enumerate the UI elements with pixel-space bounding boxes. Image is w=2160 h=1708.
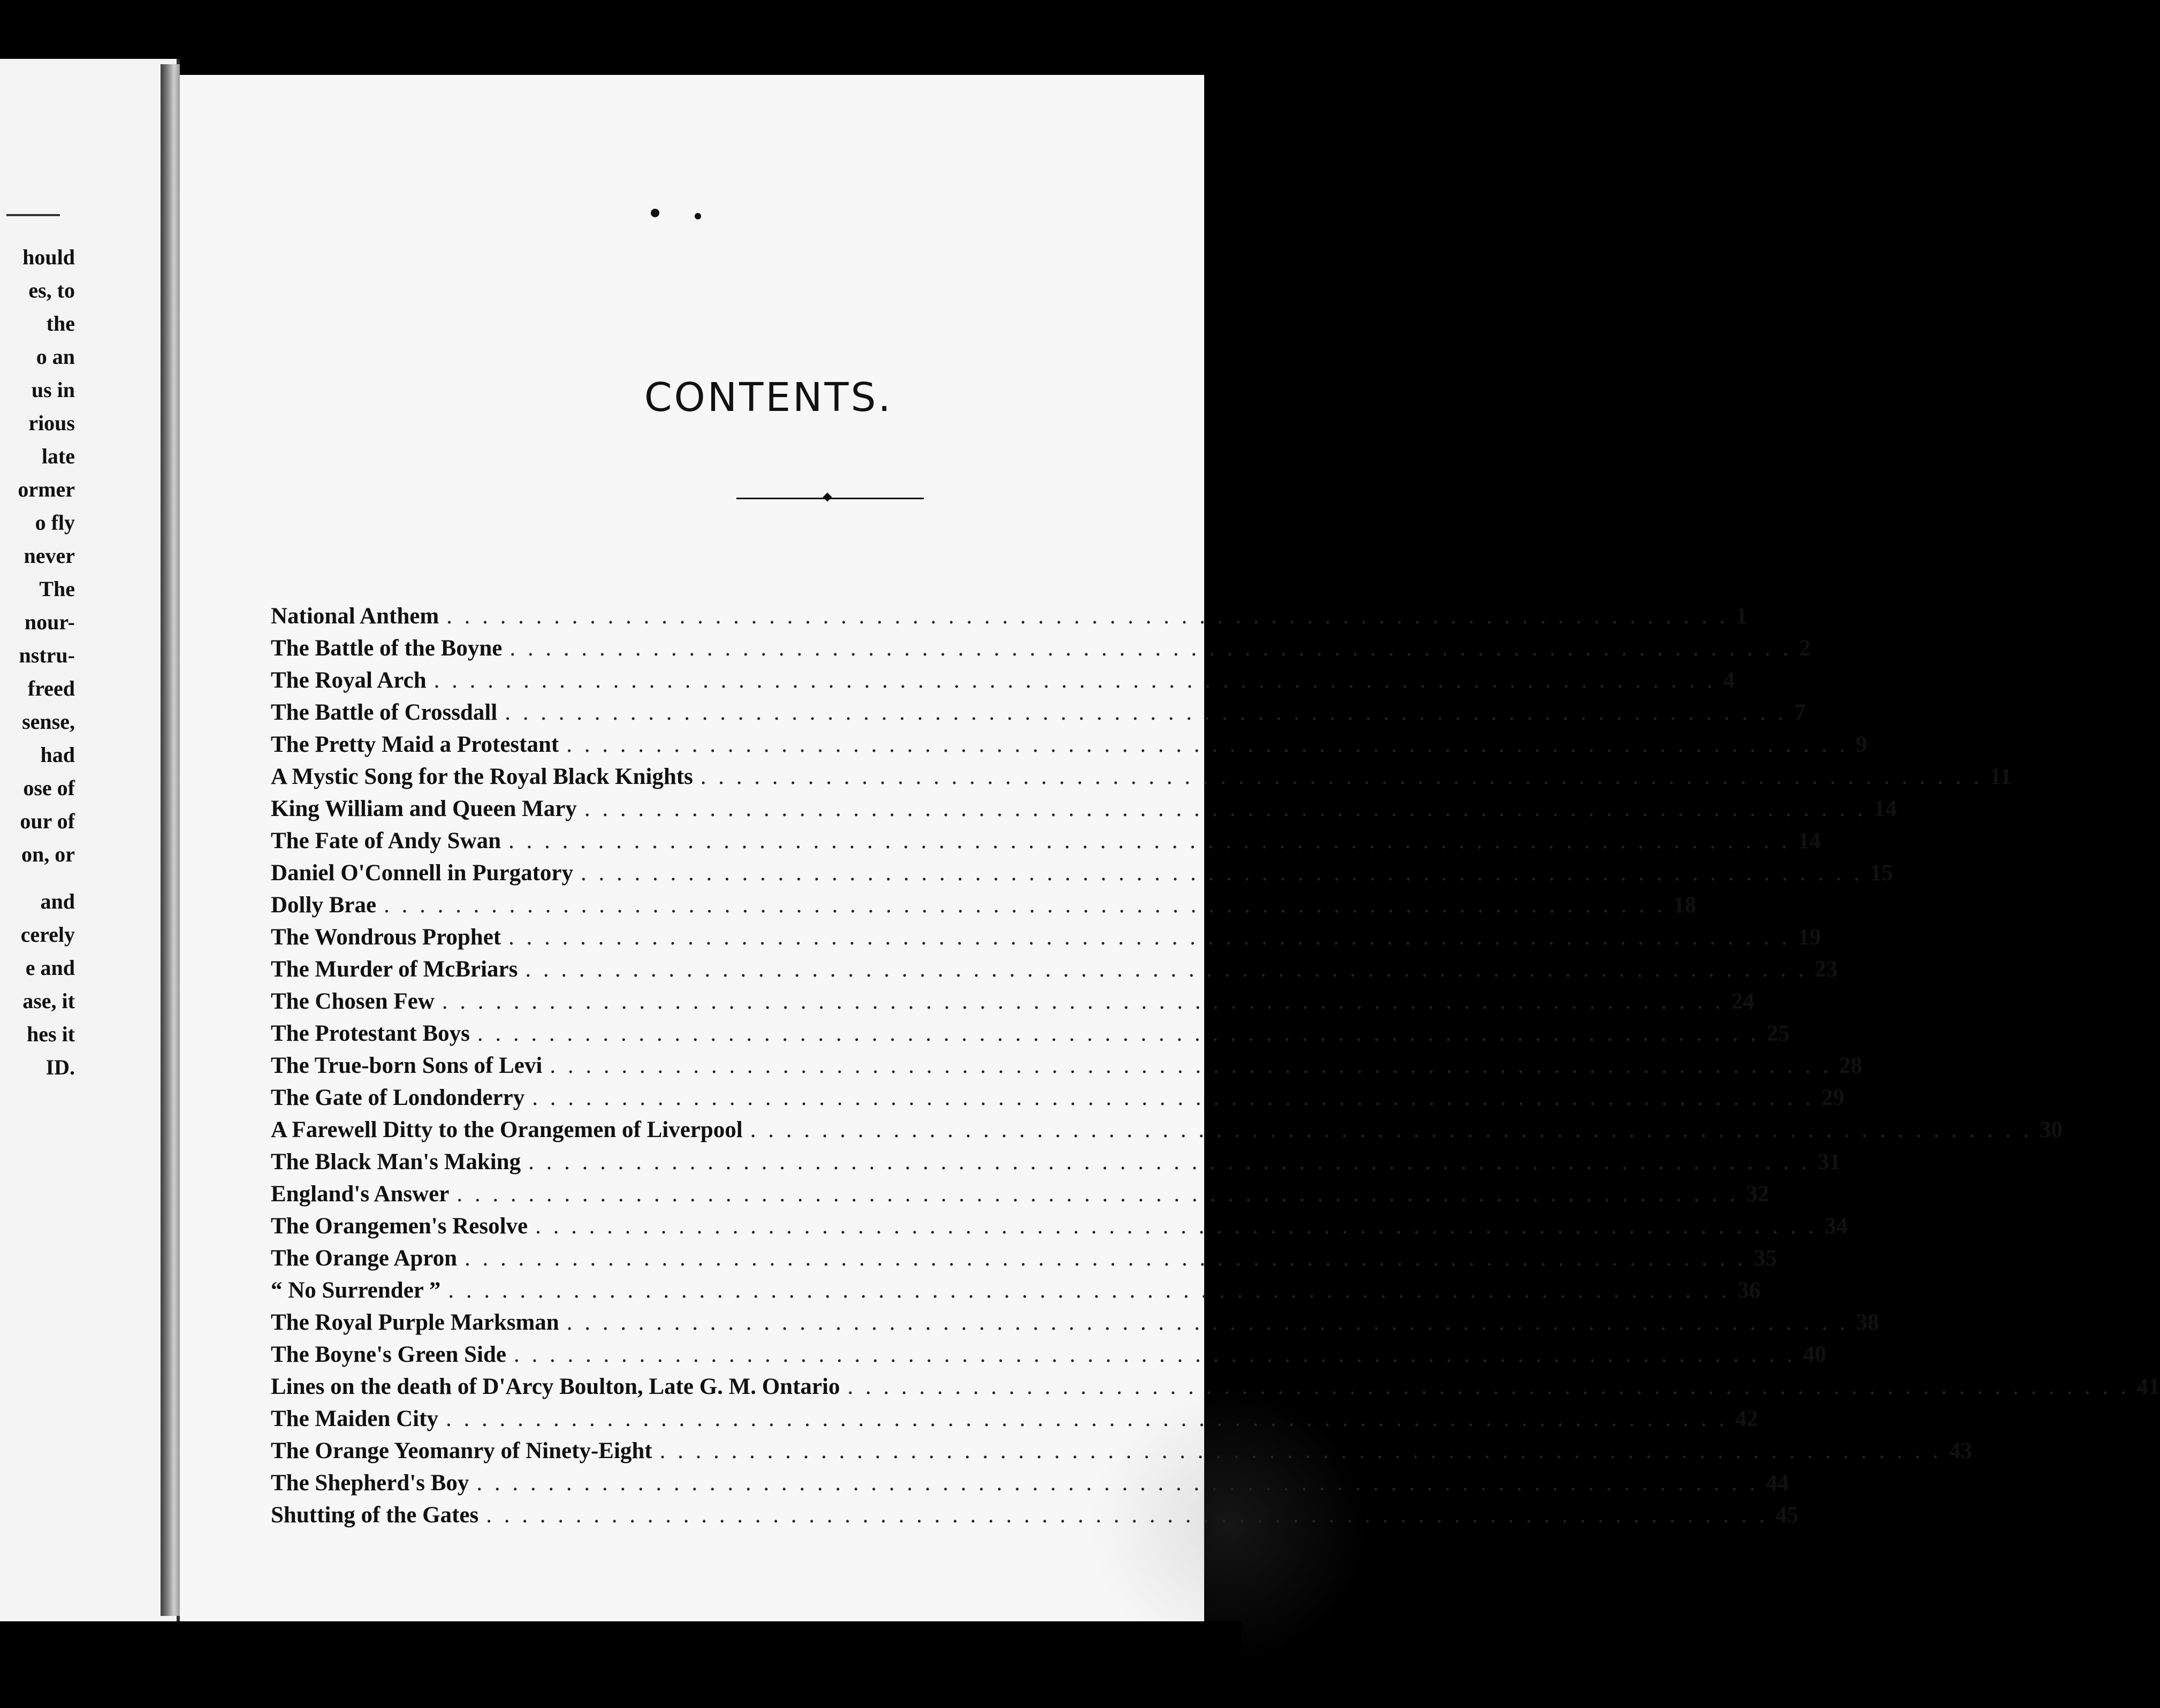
contents-entry xyxy=(271,1178,1769,1210)
contents-entry xyxy=(271,1499,1799,1531)
entry-title: The Royal Purple Marksman xyxy=(271,1310,559,1335)
entry-page-number: 31 xyxy=(1817,1149,1841,1175)
entry-page-number: 18 xyxy=(1673,893,1697,918)
contents-entry xyxy=(271,1114,2063,1146)
dot-leader xyxy=(449,1178,1746,1210)
entry-page-number: 9 xyxy=(1855,732,1867,757)
entry-title: The Murder of McBriars xyxy=(271,957,518,982)
entry-page-number: 29 xyxy=(1821,1085,1845,1110)
entry-title: A Mystic Song for the Royal Black Knights xyxy=(271,764,693,789)
facing-page-text xyxy=(0,241,75,1098)
dot-leader xyxy=(577,793,1874,825)
facing-page-line: late xyxy=(41,444,75,468)
entry-page-number: 44 xyxy=(1766,1470,1789,1496)
contents-entry xyxy=(271,632,1811,665)
dot-leader xyxy=(743,1114,2040,1146)
dot-leader xyxy=(840,1371,2136,1403)
entry-page-number: 43 xyxy=(1949,1438,1972,1463)
contents-entry xyxy=(271,1403,1759,1435)
dot-leader xyxy=(435,986,1731,1018)
facing-page-rule xyxy=(6,214,60,216)
entry-page-number: 11 xyxy=(1990,764,2012,789)
entry-page-number: 14 xyxy=(1874,796,1897,821)
entry-page-number: 14 xyxy=(1798,828,1821,853)
contents-entry xyxy=(271,889,1697,921)
contents-entry xyxy=(271,1467,1789,1499)
entry-page-number: 7 xyxy=(1794,700,1806,725)
contents-entry xyxy=(271,857,1893,889)
dot-leader xyxy=(427,665,1723,697)
contents-entry xyxy=(271,1275,1761,1307)
contents-entry xyxy=(271,1050,1862,1082)
dot-leader xyxy=(376,889,1673,921)
entry-page-number: 45 xyxy=(1775,1503,1799,1528)
facing-page-line: sense, xyxy=(22,710,75,734)
dot-leader xyxy=(506,1339,1803,1371)
contents-entry xyxy=(271,921,1821,954)
entry-title: The Boyne's Green Side xyxy=(271,1342,506,1367)
facing-page-line: The xyxy=(39,577,75,601)
contents-entry xyxy=(271,1146,1841,1178)
entry-page-number: 15 xyxy=(1870,860,1893,886)
dot-leader xyxy=(693,761,1990,793)
facing-page-line: the xyxy=(46,311,75,336)
dot-leader xyxy=(438,1403,1735,1435)
dot-leader xyxy=(440,1275,1737,1307)
facing-page-line: hould xyxy=(22,245,75,269)
contents-entry xyxy=(271,600,1747,632)
entry-page-number: 19 xyxy=(1798,925,1821,950)
facing-page-line: freed xyxy=(27,676,75,700)
entry-page-number: 25 xyxy=(1767,1021,1790,1046)
title-rule xyxy=(736,498,924,499)
entry-title: The Shepherd's Boy xyxy=(271,1470,469,1496)
entry-title: The Maiden City xyxy=(271,1406,438,1431)
contents-entry xyxy=(271,1082,1845,1114)
dot-leader xyxy=(457,1242,1754,1275)
contents-entry xyxy=(271,986,1755,1018)
entry-title: A Farewell Ditty to the Orangemen of Liverpool xyxy=(271,1117,743,1142)
entry-title: King William and Queen Mary xyxy=(271,796,577,821)
entry-title: The Wondrous Prophet xyxy=(271,925,501,950)
contents-entry xyxy=(271,1435,1972,1467)
facing-page-line: es, to xyxy=(28,278,75,302)
entry-title: The Battle of the Boyne xyxy=(271,636,503,661)
entry-page-number: 30 xyxy=(2039,1117,2063,1142)
facing-page-line: ID. xyxy=(45,1055,75,1079)
entry-page-number: 4 xyxy=(1723,668,1735,693)
dot-leader xyxy=(542,1050,1839,1082)
entry-title: Dolly Brae xyxy=(271,893,377,918)
dot-leader xyxy=(559,1307,1856,1339)
dot-leader xyxy=(518,954,1814,986)
facing-page-line: never xyxy=(24,544,75,568)
facing-page-line: ose of xyxy=(23,776,75,800)
entry-page-number: 32 xyxy=(1746,1181,1769,1207)
entry-page-number: 24 xyxy=(1731,989,1755,1014)
dot-leader xyxy=(573,857,1870,889)
entry-page-number: 2 xyxy=(1799,636,1811,661)
facing-page-line: ormer xyxy=(18,477,75,501)
facing-page-line: had xyxy=(40,743,75,767)
entry-title: The Black Man's Making xyxy=(271,1149,521,1175)
entry-title: Shutting of the Gates xyxy=(271,1503,479,1528)
entry-title: Daniel O'Connell in Purgatory xyxy=(271,860,573,886)
facing-page-line: hes it xyxy=(27,1022,75,1046)
contents-entry xyxy=(271,1210,1848,1242)
entry-page-number: 23 xyxy=(1814,957,1838,982)
entry-title: The Gate of Londonderry xyxy=(271,1085,525,1110)
contents-entry xyxy=(271,954,1838,986)
facing-page-line: cerely xyxy=(20,922,75,947)
contents-page xyxy=(180,75,2160,1659)
facing-page-line: ase, it xyxy=(22,989,75,1013)
dot-leader xyxy=(528,1210,1824,1242)
contents-entry xyxy=(271,825,1821,857)
entry-title: The Battle of Crossdall xyxy=(271,700,498,725)
entry-title: Lines on the death of D'Arcy Boulton, Late G. M. Ontario xyxy=(271,1374,840,1399)
facing-page xyxy=(0,59,180,1621)
dot-leader xyxy=(502,632,1799,665)
entry-title: The Chosen Few xyxy=(271,989,435,1014)
entry-title: The Orange Apron xyxy=(271,1246,458,1271)
facing-page-line: on, or xyxy=(21,842,75,866)
dot-leader xyxy=(652,1435,1949,1467)
entry-title: The True-born Sons of Levi xyxy=(271,1053,543,1078)
facing-page-line: o fly xyxy=(35,510,75,535)
page-title: CONTENTS. xyxy=(644,375,893,421)
dot-leader xyxy=(439,600,1736,632)
facing-page-line: rious xyxy=(28,411,75,435)
facing-page-line: nstru- xyxy=(19,643,75,667)
dot-leader xyxy=(470,1018,1767,1050)
entry-page-number: 40 xyxy=(1803,1342,1827,1367)
dot-leader xyxy=(501,921,1798,954)
contents-entry xyxy=(271,1307,1879,1339)
entry-page-number: 1 xyxy=(1736,604,1747,629)
scan-border xyxy=(0,1621,1242,1708)
dot-leader xyxy=(524,1082,1821,1114)
book-spine xyxy=(161,64,180,1616)
rule-diamond xyxy=(823,493,832,502)
dot-leader xyxy=(469,1467,1766,1499)
dot-leader xyxy=(478,1499,1775,1531)
entry-title: England's Answer xyxy=(271,1181,450,1207)
entry-title: The Protestant Boys xyxy=(271,1021,470,1046)
facing-page-line: o an xyxy=(36,345,75,369)
facing-page-line: and xyxy=(40,889,75,913)
dot-leader xyxy=(501,825,1798,857)
contents-entry xyxy=(271,1018,1790,1050)
entry-page-number: 34 xyxy=(1824,1214,1848,1239)
dot-leader xyxy=(497,697,1794,729)
contents-entry xyxy=(271,761,2012,793)
entry-title: The Orange Yeomanry of Ninety-Eight xyxy=(271,1438,652,1463)
contents-entry xyxy=(271,665,1735,697)
printer-ornament xyxy=(651,209,659,217)
contents-entry xyxy=(271,729,1867,761)
contents-entry xyxy=(271,793,1897,825)
entry-page-number: 41 xyxy=(2136,1374,2160,1399)
facing-page-line: e and xyxy=(25,956,75,980)
entry-page-number: 36 xyxy=(1737,1278,1761,1303)
entry-title: The Orangemen's Resolve xyxy=(271,1214,528,1239)
contents-entry xyxy=(271,1339,1827,1371)
dot-leader xyxy=(559,729,1855,761)
entry-page-number: 42 xyxy=(1735,1406,1759,1431)
entry-page-number: 38 xyxy=(1855,1310,1879,1335)
entry-title: National Anthem xyxy=(271,604,439,629)
entry-title: The Pretty Maid a Protestant xyxy=(271,732,559,757)
facing-page-line: nour- xyxy=(24,610,75,634)
entry-page-number: 35 xyxy=(1754,1246,1777,1271)
facing-page-line: our of xyxy=(20,809,75,833)
facing-page-line: us in xyxy=(31,378,75,402)
contents-entry xyxy=(271,697,1806,729)
contents-entry xyxy=(271,1371,2160,1403)
entry-title: The Fate of Andy Swan xyxy=(271,828,501,853)
dot-leader xyxy=(521,1146,1817,1178)
entry-title: “ No Surrender ” xyxy=(271,1278,441,1303)
contents-entry xyxy=(271,1242,1777,1275)
contents-list xyxy=(271,600,2160,1531)
entry-title: The Royal Arch xyxy=(271,668,427,693)
entry-page-number: 28 xyxy=(1839,1053,1862,1078)
